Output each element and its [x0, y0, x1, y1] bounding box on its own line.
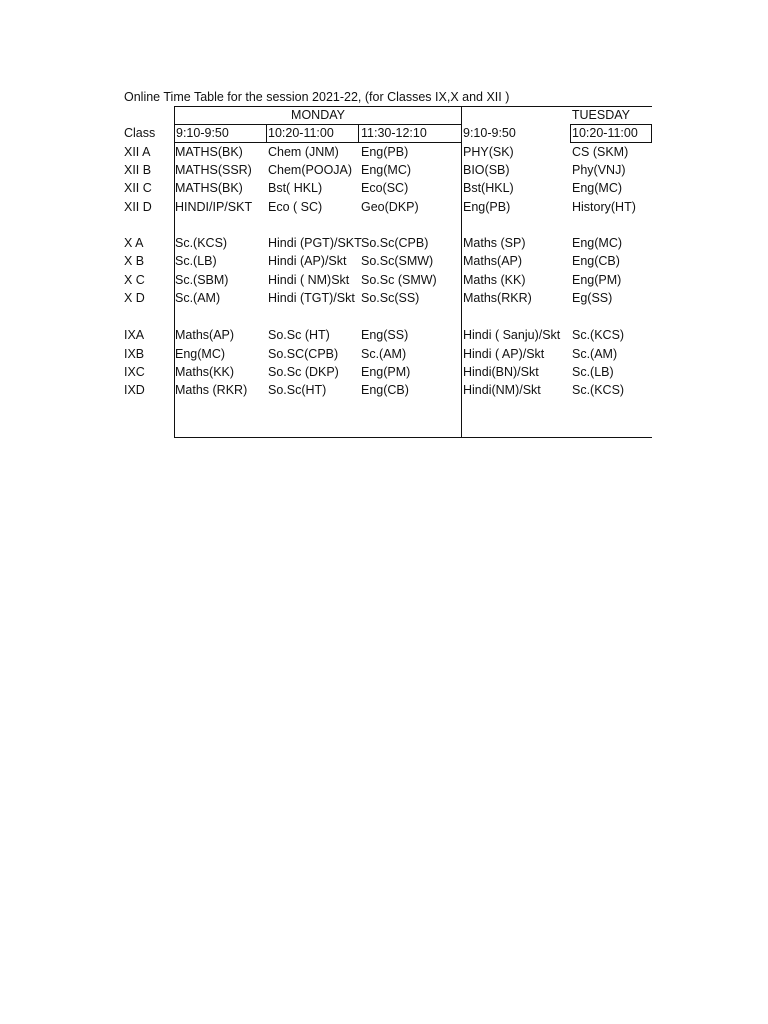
- class-label: IXD: [124, 383, 145, 397]
- schedule-cell: Eng(CB): [572, 254, 620, 268]
- schedule-cell: Sc.(AM): [572, 347, 618, 361]
- time-slot-header: 10:20-11:00: [572, 126, 638, 140]
- schedule-cell: Hindi ( AP)/Skt: [463, 347, 545, 361]
- schedule-cell: Eng(PM): [361, 365, 411, 379]
- class-label: X A: [124, 236, 144, 250]
- schedule-cell: PHY(SK): [463, 145, 514, 159]
- schedule-cell: Eng(PM): [572, 273, 622, 287]
- time-slot-header: 9:10-9:50: [463, 126, 516, 140]
- class-label: IXB: [124, 347, 145, 361]
- schedule-cell: Eng(MC): [175, 347, 226, 361]
- schedule-cell: Geo(DKP): [361, 200, 419, 214]
- schedule-cell: Eco(SC): [361, 181, 409, 195]
- schedule-cell: Sc.(KCS): [572, 383, 625, 397]
- schedule-cell: Sc.(LB): [572, 365, 614, 379]
- class-label: X C: [124, 273, 145, 287]
- schedule-cell: Hindi (TGT)/Skt: [268, 291, 355, 305]
- class-label: XII C: [124, 181, 152, 195]
- schedule-cell: Eng(MC): [572, 236, 623, 250]
- class-label: IXA: [124, 328, 145, 342]
- class-label: X B: [124, 254, 145, 268]
- schedule-cell: Sc.(LB): [175, 254, 217, 268]
- schedule-cell: Eco ( SC): [268, 200, 323, 214]
- schedule-cell: HINDI/IP/SKT: [175, 200, 253, 214]
- schedule-cell: BIO(SB): [463, 163, 510, 177]
- schedule-cell: CS (SKM): [572, 145, 629, 159]
- day-divider: [461, 106, 462, 438]
- class-label: XII A: [124, 145, 151, 159]
- schedule-cell: So.Sc (SMW): [361, 273, 437, 287]
- schedule-cell: Maths (KK): [463, 273, 526, 287]
- schedule-cell: Hindi ( NM)Skt: [268, 273, 350, 287]
- schedule-cell: Eng(MC): [572, 181, 623, 195]
- class-label: XII B: [124, 163, 152, 177]
- schedule-cell: Sc.(KCS): [572, 328, 625, 342]
- schedule-cell: MATHS(BK): [175, 181, 243, 195]
- schedule-cell: So.Sc(SS): [361, 291, 420, 305]
- class-column-header: Class: [124, 126, 156, 140]
- schedule-cell: Eg(SS): [572, 291, 613, 305]
- schedule-cell: Eng(PB): [361, 145, 409, 159]
- schedule-cell: So.Sc (HT): [268, 328, 330, 342]
- schedule-cell: Maths(KK): [175, 365, 235, 379]
- time-slot-header: 9:10-9:50: [176, 126, 229, 140]
- schedule-cell: Eng(CB): [361, 383, 409, 397]
- schedule-cell: MATHS(SSR): [175, 163, 252, 177]
- schedule-cell: So.Sc(HT): [268, 383, 327, 397]
- class-label: X D: [124, 291, 145, 305]
- table-top-border: [174, 106, 652, 107]
- schedule-cell: Chem (JNM): [268, 145, 339, 159]
- schedule-cell: Maths (RKR): [175, 383, 248, 397]
- class-label: IXC: [124, 365, 145, 379]
- schedule-cell: Sc.(KCS): [175, 236, 228, 250]
- schedule-cell: So.SC(CPB): [268, 347, 339, 361]
- schedule-cell: Maths(AP): [463, 254, 523, 268]
- schedule-cell: Maths(AP): [175, 328, 235, 342]
- schedule-cell: Eng(SS): [361, 328, 409, 342]
- schedule-cell: Bst( HKL): [268, 181, 323, 195]
- schedule-cell: History(HT): [572, 200, 636, 214]
- time-slot-header: 10:20-11:00: [268, 126, 334, 140]
- schedule-cell: So.Sc (DKP): [268, 365, 339, 379]
- class-label: XII D: [124, 200, 152, 214]
- schedule-cell: MATHS(BK): [175, 145, 243, 159]
- schedule-cell: Phy(VNJ): [572, 163, 626, 177]
- schedule-cell: Sc.(AM): [175, 291, 221, 305]
- day-header-monday: MONDAY: [291, 108, 345, 122]
- schedule-cell: Sc.(AM): [361, 347, 407, 361]
- schedule-cell: Eng(MC): [361, 163, 412, 177]
- schedule-cell: Sc.(SBM): [175, 273, 229, 287]
- schedule-cell: Maths(RKR): [463, 291, 532, 305]
- time-slot-header: 11:30-12:10: [361, 126, 427, 140]
- schedule-cell: Hindi(NM)/Skt: [463, 383, 541, 397]
- schedule-cell: Bst(HKL): [463, 181, 514, 195]
- table-bottom-border: [174, 437, 652, 438]
- schedule-cell: Eng(PB): [463, 200, 511, 214]
- schedule-cell: Hindi (AP)/Skt: [268, 254, 347, 268]
- schedule-cell: Maths (SP): [463, 236, 526, 250]
- schedule-cell: Hindi (PGT)/SKT: [268, 236, 362, 250]
- timetable-title: Online Time Table for the session 2021-22, (for Classes IX,X and XII ): [124, 90, 510, 104]
- schedule-cell: So.Sc(CPB): [361, 236, 429, 250]
- schedule-cell: Chem(POOJA): [268, 163, 353, 177]
- day-header-tuesday: TUESDAY: [571, 108, 630, 122]
- schedule-cell: So.Sc(SMW): [361, 254, 434, 268]
- schedule-cell: Hindi(BN)/Skt: [463, 365, 539, 379]
- schedule-cell: Hindi ( Sanju)/Skt: [463, 328, 561, 342]
